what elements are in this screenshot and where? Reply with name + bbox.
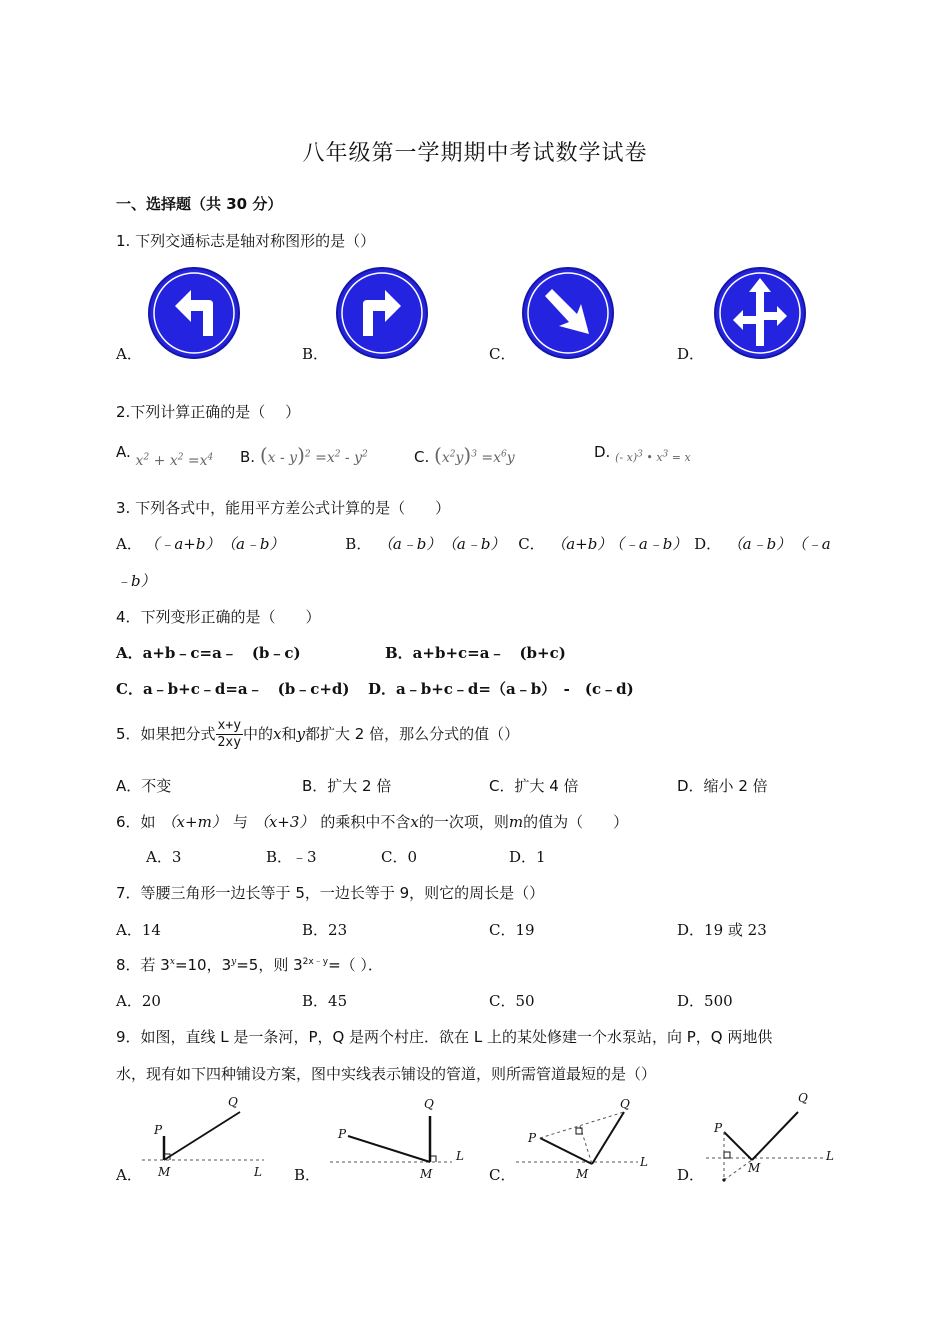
q4-option-c: C．a﹣b+c﹣d=a﹣ (b﹣c+d) [116, 680, 350, 698]
q5-option-c: C．扩大 4 倍 [489, 777, 579, 795]
q1-option-c-label: C． [489, 345, 516, 363]
question-9-line-1: 9．如图，直线 L 是一条河，P，Q 是两个村庄．欲在 L 上的某处修建一个水泵站，向 P，Q 两地供 [116, 1028, 773, 1046]
svg-text:L: L [456, 1149, 464, 1163]
q5-option-a: A．不变 [116, 777, 172, 795]
svg-text:P: P [154, 1123, 163, 1137]
down-right-arrow-icon [521, 266, 615, 360]
q5-fraction: $\frac{x+y}{2xy}$ [217, 718, 242, 750]
q6-option-b: B．﹣3 [266, 848, 317, 866]
question-4-text: 4．下列变形正确的是（ ） [116, 608, 321, 626]
svg-text:P: P [338, 1127, 347, 1141]
q7-option-a: A．14 [116, 921, 161, 939]
question-2-text: 2.下列计算正确的是（ ） [116, 403, 301, 421]
q2-option-c: C. $(x^2y)^3 =x^6y$ [414, 443, 515, 467]
q2-option-d: D. $_{(- x)^3 • x^3 = x}$ [594, 443, 691, 464]
q1-option-d-label: D． [677, 345, 705, 363]
svg-text:Q: Q [620, 1097, 630, 1111]
q2-option-b: B. $(x - y)^2 =x^2 - y^2$ [240, 443, 368, 467]
q9-diagram-b [326, 1090, 476, 1182]
q5-option-b: B．扩大 2 倍 [302, 777, 392, 795]
svg-text:M: M [420, 1167, 433, 1181]
q8-option-b: B．45 [302, 992, 348, 1010]
question-3-text: 3. 下列各式中，能用平方差公式计算的是（ ） [116, 499, 451, 517]
q7-option-b: B．23 [302, 921, 348, 939]
question-6-text: 6．如 （x+m） 与 （x+3） 的乘积中不含x的一次项，则m的值为（ ） [116, 813, 629, 831]
q6-option-d: D．1 [509, 848, 546, 866]
svg-text:Q: Q [798, 1091, 808, 1105]
svg-text:L: L [826, 1149, 834, 1163]
q9-option-d-label: D． [677, 1166, 705, 1184]
svg-text:L: L [254, 1165, 262, 1179]
q8-option-c: C．50 [489, 992, 535, 1010]
q5-option-d: D．缩小 2 倍 [677, 777, 768, 795]
straight-or-left-right-arrow-icon [713, 266, 807, 360]
turn-left-arrow-icon [147, 266, 241, 360]
q3-options-line-2: ﹣b） [116, 572, 156, 590]
q7-option-c: C．19 [489, 921, 535, 939]
q1-option-a-label: A． [116, 345, 142, 363]
question-8-text: 8．若 $3^x=10$，$3^y=5$，则 $3^{2x﹣y}=$（ ）． [116, 956, 383, 974]
q2-option-a: A. $x^2 + x^2 =x^4$ [116, 443, 214, 469]
q9-option-b-label: B． [294, 1166, 321, 1184]
svg-text:Q: Q [424, 1097, 434, 1111]
q6-option-c: C．0 [381, 848, 418, 866]
q8-option-d: D．500 [677, 992, 733, 1010]
question-7-text: 7．等腰三角形一边长等于 5，一边长等于 9，则它的周长是（） [116, 884, 545, 902]
page-title: 八年级第一学期期中考试数学试卷 [302, 141, 648, 166]
q9-diagram-d [700, 1086, 840, 1186]
q8-option-a: A．20 [116, 992, 161, 1010]
q9-option-c-label: C． [489, 1166, 516, 1184]
section-heading: 一、选择题（共 30 分） [116, 195, 283, 213]
svg-text:L: L [640, 1155, 648, 1169]
svg-text:Q: Q [228, 1095, 238, 1109]
question-5-text: 5．如果把分式 $\frac{x+y}{2xy}$ 中的x和y都扩大 2 倍，那么分式的值（） [116, 718, 520, 750]
q4-option-a: A．a+b﹣c=a﹣ (b﹣c) [116, 644, 301, 662]
q3-options-line: A． （﹣a+b） （a﹣b） B． （a﹣b） （a﹣b） C． （a+b） （﹣a﹣b） D． （a﹣b） （﹣a [116, 535, 831, 553]
turn-right-arrow-icon [335, 266, 429, 360]
svg-text:P: P [714, 1121, 723, 1135]
q4-option-d: D．a﹣b+c﹣d=（a﹣b） - (c﹣d) [368, 680, 634, 698]
svg-text:M: M [748, 1161, 761, 1175]
svg-text:M: M [158, 1165, 171, 1179]
q9-diagram-a [140, 1090, 270, 1182]
q6-option-a: A．3 [146, 848, 182, 866]
q9-diagram-c [512, 1090, 662, 1182]
svg-text:M: M [576, 1167, 589, 1181]
svg-text:P: P [528, 1131, 537, 1145]
question-9-line-2: 水，现有如下四种铺设方案，图中实线表示铺设的管道，则所需管道最短的是（） [116, 1065, 657, 1083]
q1-option-b-label: B． [302, 345, 329, 363]
q9-option-a-label: A． [116, 1166, 142, 1184]
q4-option-b: B．a+b+c=a﹣ (b+c) [385, 644, 566, 662]
q7-option-d: D．19 或 23 [677, 921, 767, 939]
question-1-text: 1. 下列交通标志是轴对称图形的是（） [116, 232, 376, 250]
